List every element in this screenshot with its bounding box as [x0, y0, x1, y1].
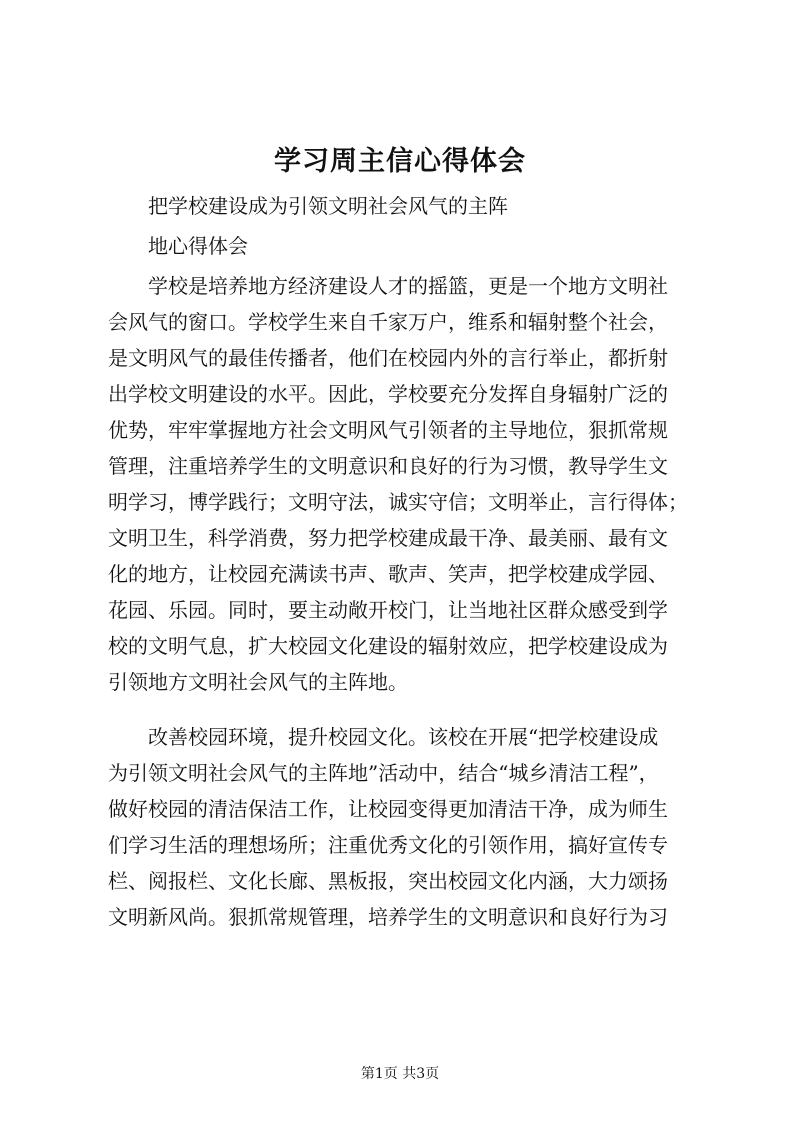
subtitle-line-2: 地心得体会	[148, 234, 248, 258]
paragraph-line: 做好校园的清洁保洁工作，让校园变得更加清洁干净，成为师生	[108, 797, 668, 821]
paragraph-line: 引领地方文明社会风气的主阵地。	[108, 670, 408, 694]
paragraph-line: 学校是培养地方经济建设人才的摇篮，更是一个地方文明社	[148, 274, 668, 298]
paragraph-line: 花园、乐园。同时，要主动敞开校门，让当地社区群众感受到学	[108, 598, 668, 622]
paragraph-line: 会风气的窗口。学校学生来自千家万户，维系和辐射整个社会，	[108, 310, 668, 334]
paragraph-line: 为引领文明社会风气的主阵地”活动中，结合“城乡清洁工程”，	[108, 761, 659, 785]
paragraph-line: 化的地方，让校园充满读书声、歌声、笑声，把学校建成学园、	[108, 562, 668, 586]
paragraph-line: 优势，牢牢掌握地方社会文明风气引领者的主导地位，狠抓常规	[108, 418, 668, 442]
paragraph-line: 管理，注重培养学生的文明意识和良好的行为习惯，教导学生文	[108, 454, 668, 478]
paragraph-line: 改善校园环境，提升校园文化。该校在开展“把学校建设成	[148, 725, 659, 749]
paragraph-line: 出学校文明建设的水平。因此，学校要充分发挥自身辐射广泛的	[108, 382, 668, 406]
page-number-footer: 第1页 共3页	[360, 1066, 440, 1082]
subtitle-line-1: 把学校建设成为引领文明社会风气的主阵	[148, 194, 508, 218]
paragraph-line: 们学习生活的理想场所；注重优秀文化的引领作用，搞好宣传专	[108, 833, 668, 857]
paragraph-line: 明学习，博学践行；文明守法，诚实守信；文明举止，言行得体；	[108, 490, 688, 514]
paragraph-line: 栏、阅报栏、文化长廊、黑板报，突出校园文化内涵，大力颂扬	[108, 869, 668, 893]
paragraph-line: 校的文明气息，扩大校园文化建设的辐射效应，把学校建设成为	[108, 634, 668, 658]
paragraph-line: 文明卫生，科学消费，努力把学校建成最干净、最美丽、最有文	[108, 526, 668, 550]
document-title: 学习周主信心得体会	[274, 146, 526, 177]
paragraph-line: 文明新风尚。狠抓常规管理，培养学生的文明意识和良好行为习	[108, 905, 668, 929]
paragraph-line: 是文明风气的最佳传播者，他们在校园内外的言行举止，都折射	[108, 346, 668, 370]
